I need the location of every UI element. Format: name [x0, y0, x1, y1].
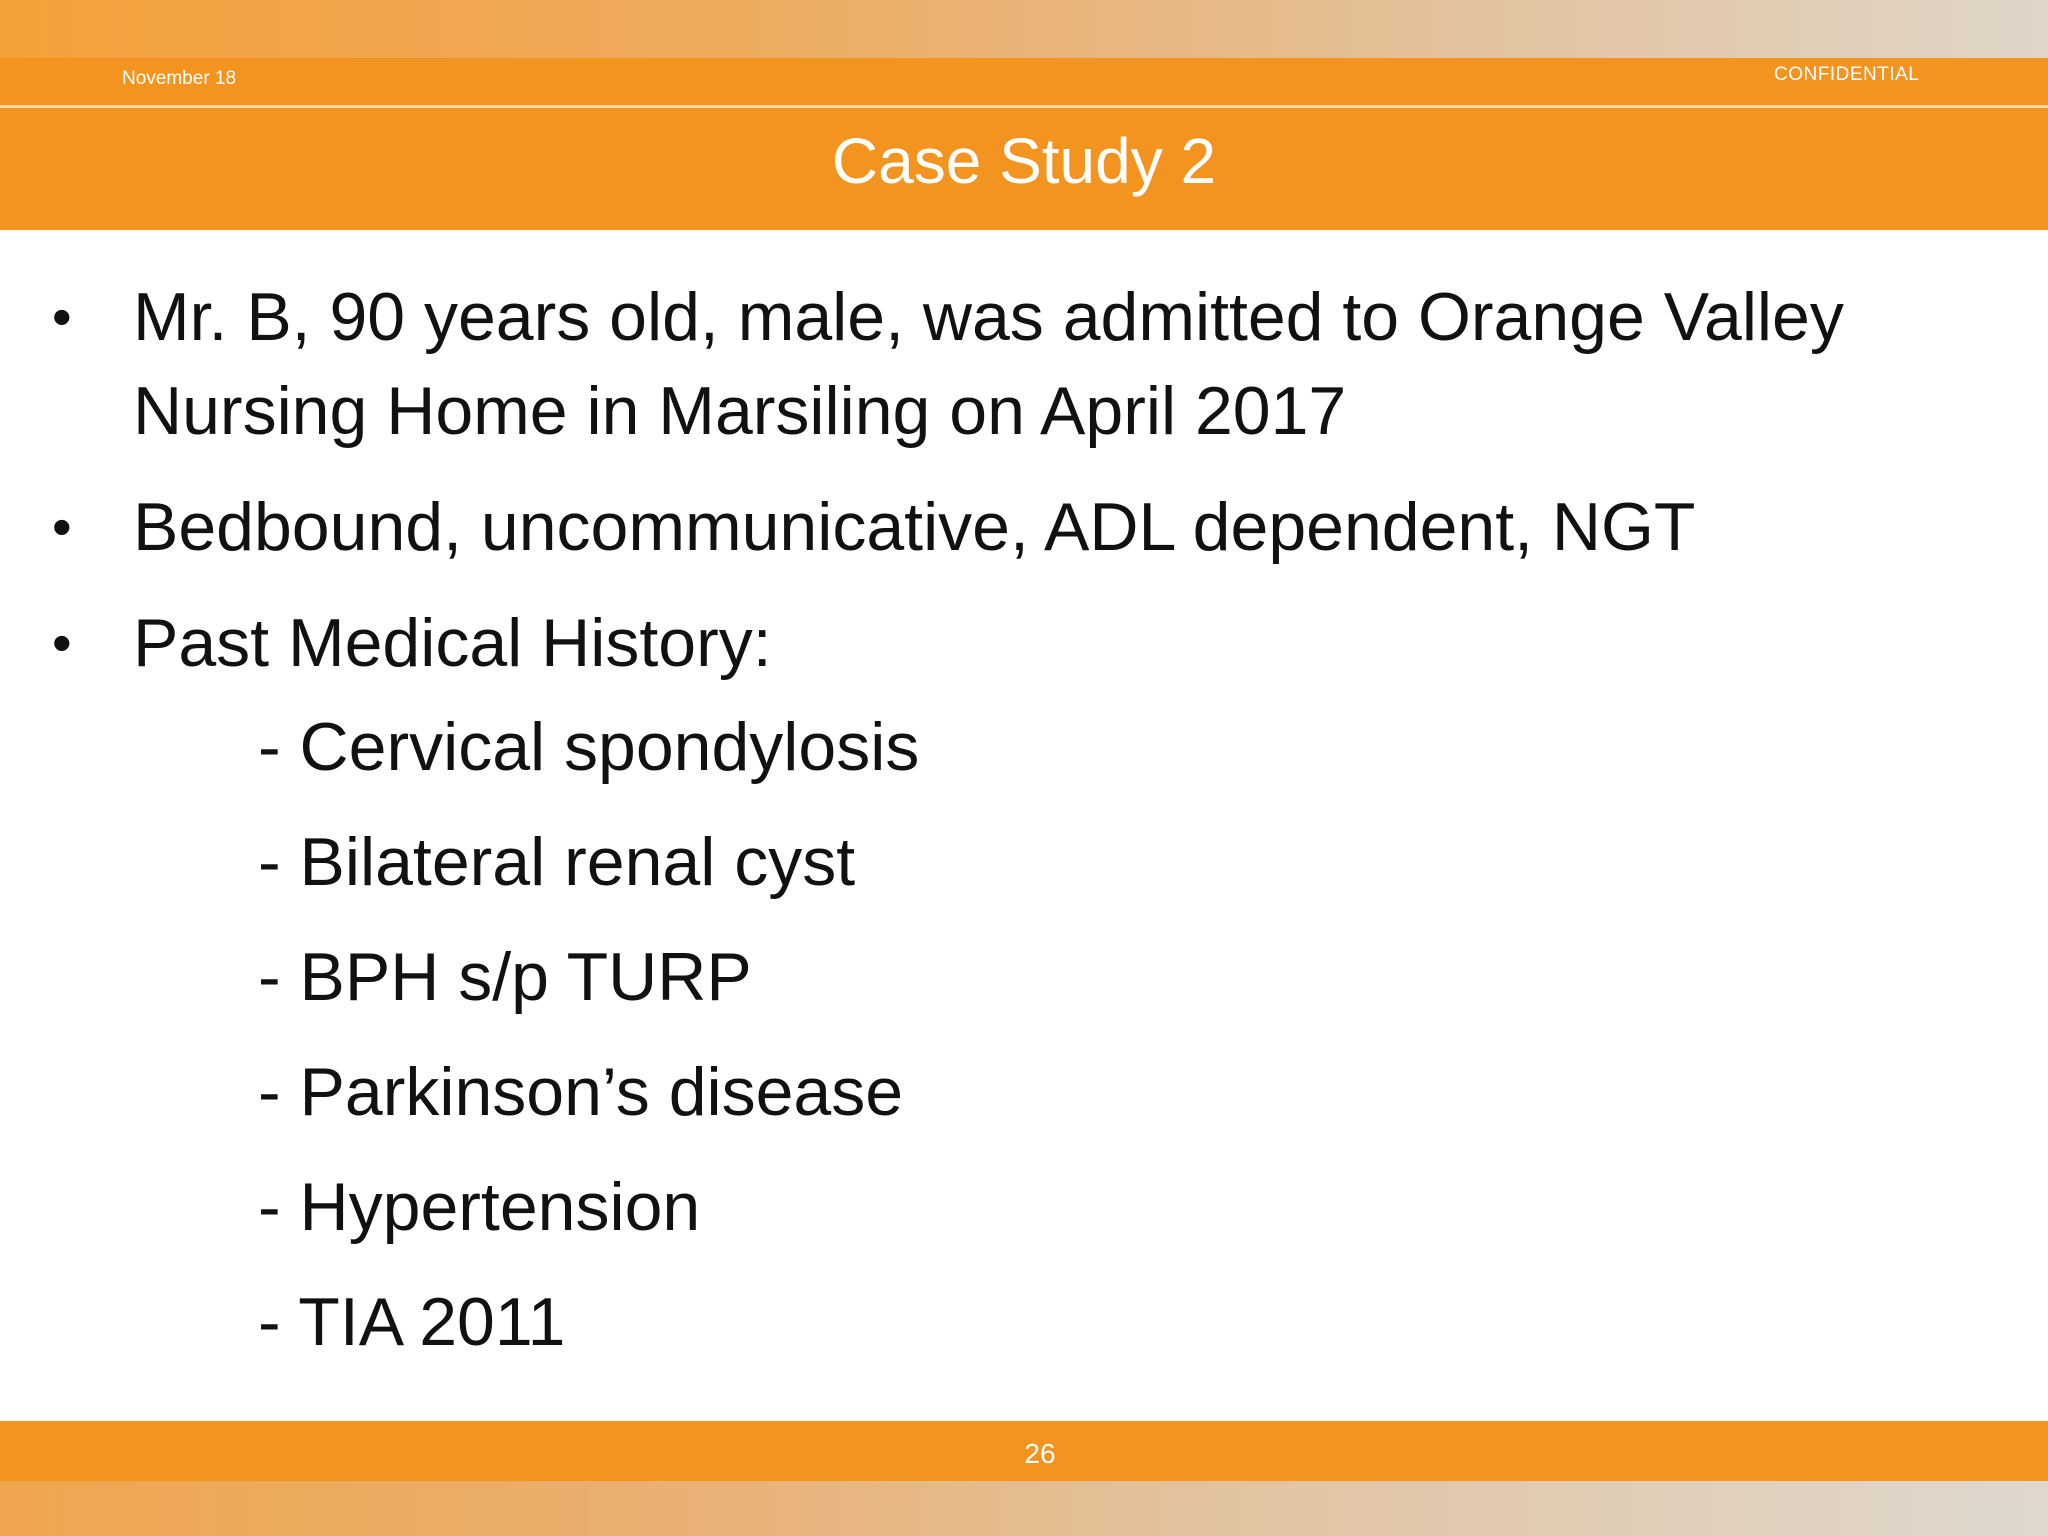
slide-content [0, 270, 2048, 1380]
history-item: - Bilateral renal cyst [258, 824, 856, 900]
confidential-label: CONFIDENTIAL [1774, 64, 1920, 85]
page-number: 26 [1024, 1438, 1056, 1469]
bullet-item [0, 480, 2048, 574]
bullet-item [0, 596, 2048, 690]
top-gradient-strip [0, 0, 2048, 58]
history-item: - Parkinson’s disease [258, 1054, 904, 1130]
bullet-dot-icon: • [52, 611, 72, 674]
history-item: - Hypertension [258, 1169, 701, 1245]
header-band [0, 58, 2048, 107]
history-item: - TIA 2011 [258, 1284, 566, 1360]
bottom-gradient-strip [0, 1481, 2048, 1536]
bullet-item [0, 270, 2048, 458]
bullet-text: Past Medical History: [133, 605, 772, 681]
slide-date: November 18 [122, 68, 237, 89]
history-item: - Cervical spondylosis [258, 709, 920, 785]
bullet-dot-icon: • [52, 285, 72, 348]
bullet-text: Mr. B, 90 years old, male, was admitted to Orange Valley Nursing Home in Marsiling on April 2017 [133, 279, 1844, 449]
bullet-dot-icon: • [52, 495, 72, 558]
history-item: - BPH s/p TURP [258, 939, 752, 1015]
slide-title: Case Study 2 [831, 125, 1217, 197]
bullet-text: Bedbound, uncommunicative, ADL dependent, NGT [133, 489, 1696, 565]
